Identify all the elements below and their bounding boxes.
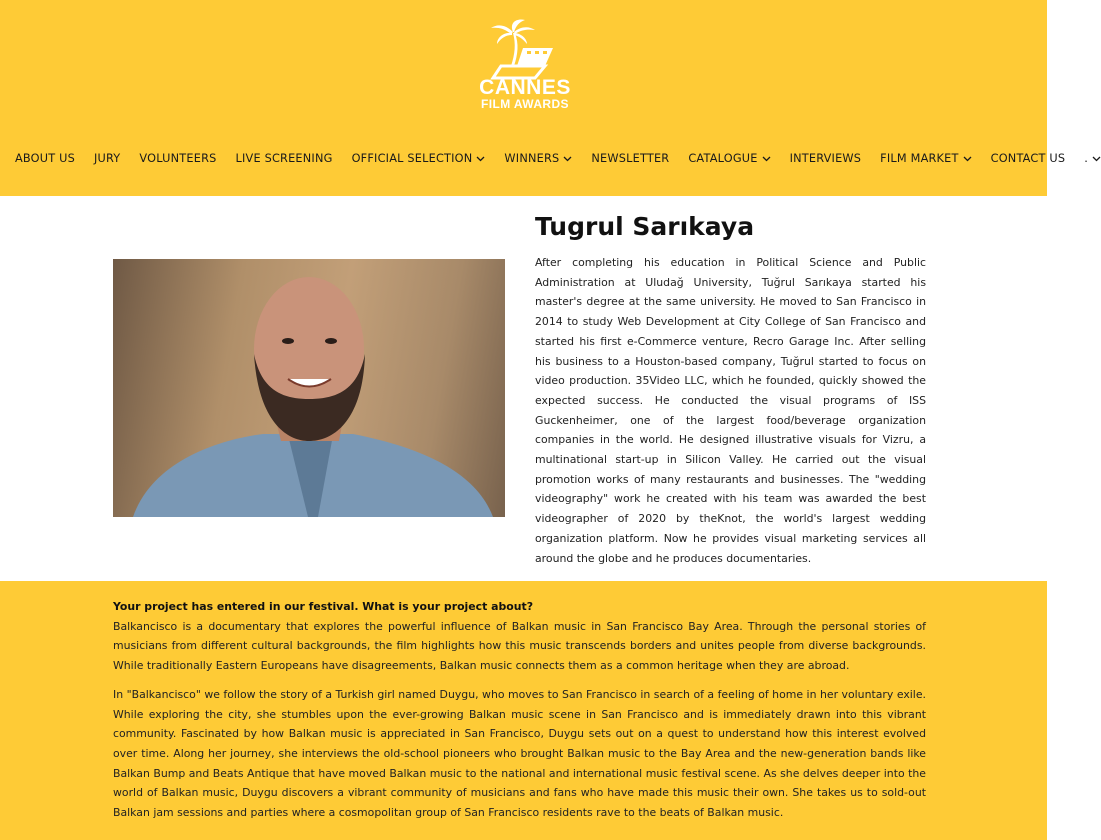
nav-official-selection[interactable]: OFFICIAL SELECTION [352, 152, 486, 165]
nav-about-us[interactable]: ABOUT US [15, 152, 75, 165]
interview-question: Your project has entered in our festival. What is your project about? [113, 600, 534, 613]
site-header [0, 0, 1089, 196]
logo-text-cannes: CANNES [479, 76, 571, 99]
main-nav [15, 152, 1089, 165]
site-logo[interactable] [470, 18, 580, 118]
nav-live-screening[interactable]: LIVE SCREENING [235, 152, 333, 165]
bio-column [535, 211, 926, 568]
portrait-illustration [113, 259, 505, 517]
nav-jury[interactable]: JURY [93, 152, 121, 165]
nav-newsletter[interactable]: NEWSLETTER [591, 152, 670, 165]
project-section [0, 581, 1047, 840]
nav-more[interactable]: . [1084, 152, 1101, 165]
chevron-down-icon [563, 156, 572, 162]
answer-paragraph-1: Balkancisco is a documentary that explores the powerful influence of Balkan music in San Francisco Bay Area. Through the personal stories of musicians from different cultural backgrounds, the film highlights how this music transcends borders and unites people from diverse backgrounds. While traditionally Eastern Europeans have disagreements, Balkan music connects them as a common heritage when they are abroad. [113, 619, 926, 673]
nav-catalogue[interactable]: CATALOGUE [688, 152, 770, 165]
nav-film-market[interactable]: FILM MARKET [880, 152, 971, 165]
nav-contact-us[interactable]: CONTACT US [990, 152, 1066, 165]
chevron-down-icon [963, 156, 972, 162]
person-bio: After completing his education in Political Science and Public Administration at Uludağ University, Tuğrul Sarıkaya started his master's degree at the same university. He moved to San Francisco in 2014 to study Web Development at City College of San Francisco and started his first e-Commerce venture, Recro Garage Inc. After selling his business to a Houston-based company, Tuğrul started to focus on video production. 35Video LLC, which he founded, quickly showed the expected success. He conducted the visual programs of ISS Guckenheimer, one of the largest food/beverage organization companies in the world. He designed illustrative visuals for Vizru, a multinational start-up in Silicon Valley. He carried out the visual promotion works of many restaurants and businesses. The "wedding videography" work he created with his team was awarded the best videographer of 2020 by theKnot, the world's largest wedding organization platform. Now he provides visual marketing services all around the globe and he produces documentaries. [535, 256, 926, 565]
profile-photo [113, 259, 505, 517]
person-name: Tugrul Sarıkaya [535, 212, 755, 241]
profile-section [0, 196, 1047, 581]
nav-interviews[interactable]: INTERVIEWS [789, 152, 862, 165]
chevron-down-icon [762, 156, 771, 162]
chevron-down-icon [1092, 156, 1101, 162]
nav-volunteers[interactable]: VOLUNTEERS [139, 152, 217, 165]
nav-winners[interactable]: WINNERS [504, 152, 572, 165]
answer-paragraph-2: In "Balkancisco" we follow the story of a Turkish girl named Duygu, who moves to San Francisco in search of a feeling of home in her voluntary exile. While exploring the city, she stumbles upon the ever-growing Balkan music scene in San Francisco and is immediately drawn into this vibrant community. Fascinated by how Balkan music is appreciated in San Francisco, Duygu sets out on a quest to understand how this interest evolved over time. Along her journey, she interviews the old-school pioneers who brought Balkan music to the Bay Area and the new-generation bands like Balkan Bump and Beats Antique that have moved Balkan music to the national and international music festival scene. As she delves deeper into the world of Balkan music, Duygu discovers a vibrant community of musicians and fans who have made this music their own. She takes us to sold-out Balkan jam sessions and parties where a cosmopolitan group of San Francisco residents rave to the beats of Balkan music. [113, 687, 926, 820]
chevron-down-icon [476, 156, 485, 162]
project-content [113, 597, 926, 832]
logo-text-film-awards: FILM AWARDS [481, 97, 569, 111]
palm-tree-icon [483, 18, 567, 80]
